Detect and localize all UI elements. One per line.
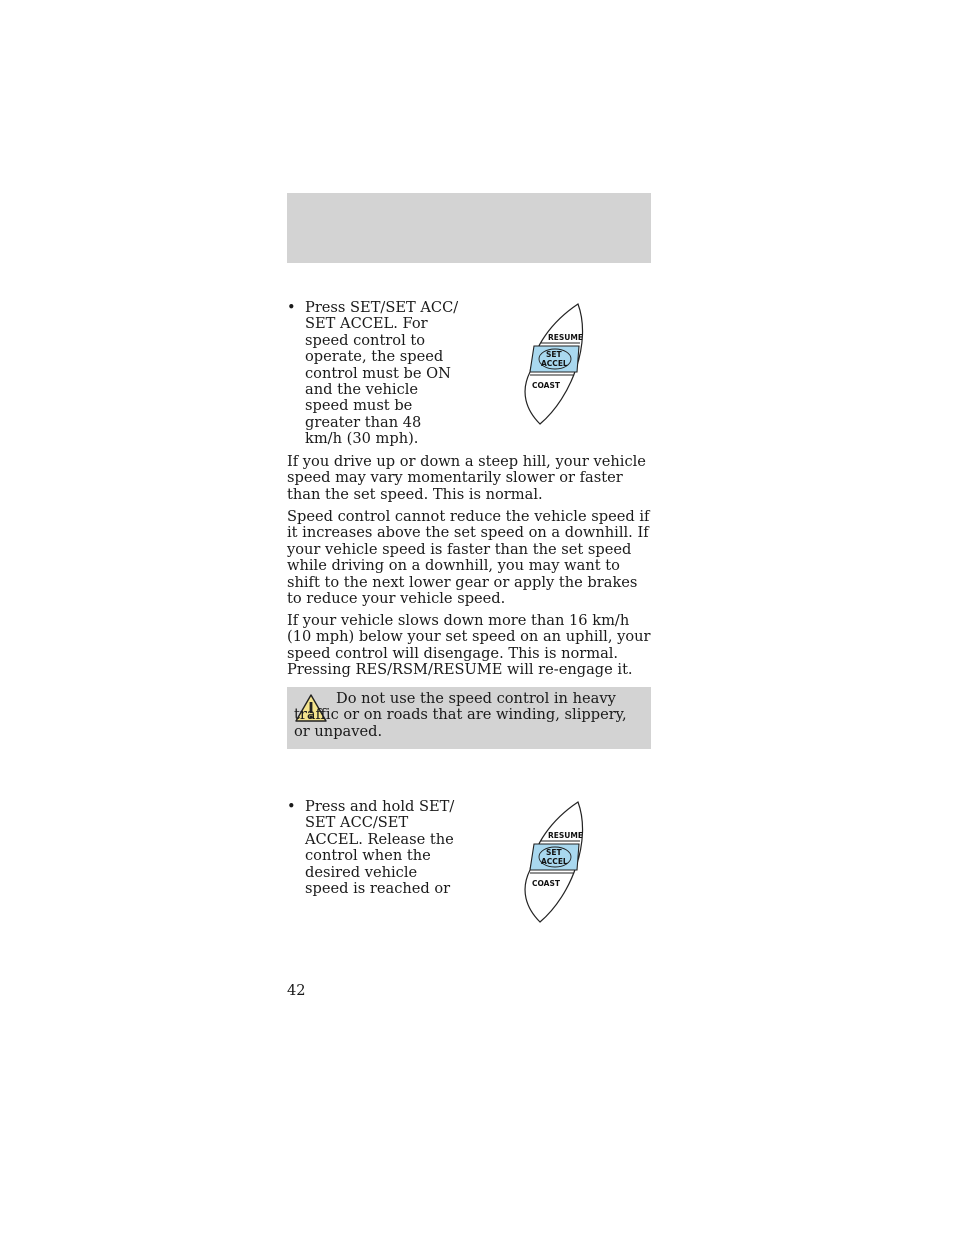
set-label: SET (546, 350, 562, 359)
bullet-marker: • (287, 798, 296, 815)
bullet-item-set-accel (287, 300, 462, 448)
bullet-marker: • (287, 299, 296, 316)
resume-label: RESUME (548, 333, 583, 342)
paragraph-uphill: If your vehicle slows down more than 16 km/h (10 mph) below your set speed on an uphill, your speed control will disengage. This is normal. Pressing RES/RSM/RESUME will re-engage it. (287, 612, 651, 679)
warning-text: Do not use the speed control in heavy traffic or on roads that are winding, slippery, or unpaved. (294, 690, 627, 740)
accel-label: ACCEL (541, 359, 568, 368)
section-header-band (287, 193, 651, 263)
speed-control-switch-illustration (506, 800, 586, 924)
paragraph-steep-hill: If you drive up or down a steep hill, your vehicle speed may vary momentarily slower or faster than the set speed. This is normal. (287, 453, 646, 503)
speed-control-switch-illustration (506, 302, 586, 426)
bullet-text: Press SET/SET ACC/ SET ACCEL. For speed control to operate, the speed control must be ON and the vehicle speed must be greater than 48 km/h (30 mph). (305, 299, 459, 448)
warning-box (287, 687, 651, 749)
set-label: SET (546, 848, 562, 857)
bullet-text: Press and hold SET/ SET ACC/SET ACCEL. Release the control when the desired vehicle speed is reached or (305, 798, 455, 898)
resume-label: RESUME (548, 831, 583, 840)
accel-label: ACCEL (541, 857, 568, 866)
bullet-item-press-hold (287, 799, 462, 897)
paragraph-downhill: Speed control cannot reduce the vehicle speed if it increases above the set speed on a downhill. If your vehicle speed is faster than the set speed while driving on a downhill, you may want to shift to the next lower gear or apply the brakes to reduce your vehicle speed. (287, 508, 650, 608)
coast-label: COAST (532, 381, 561, 390)
coast-label: COAST (532, 879, 561, 888)
page-number: 42 (287, 982, 306, 999)
